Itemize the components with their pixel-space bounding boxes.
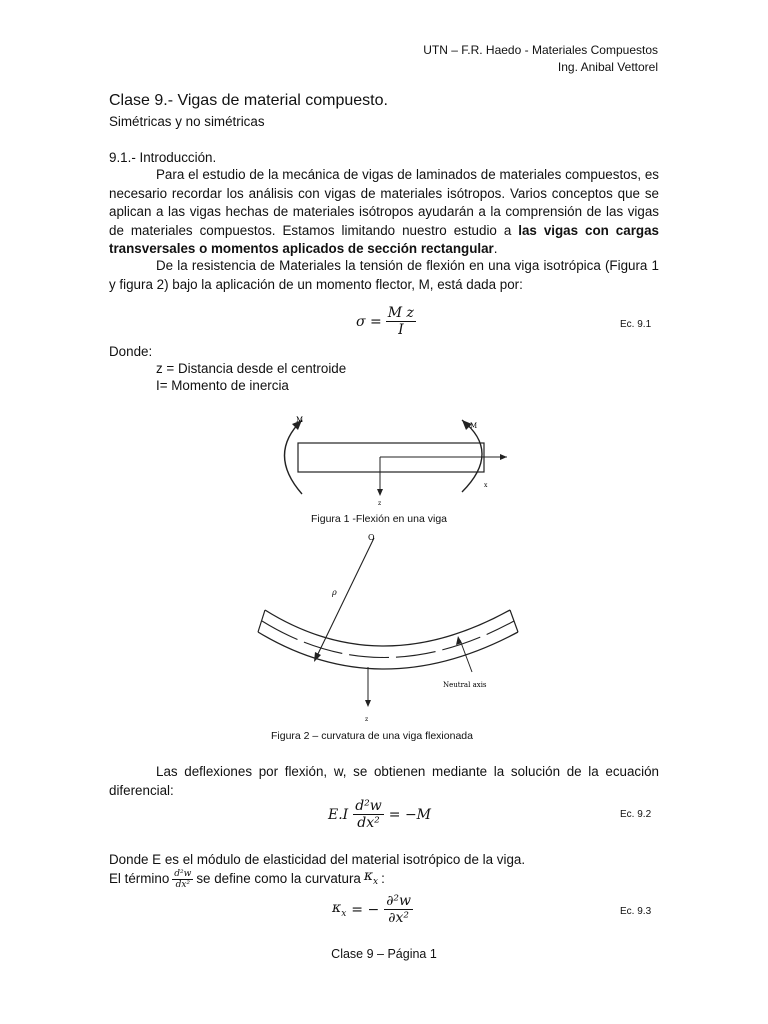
curvature-text-c: : bbox=[381, 870, 385, 886]
equation-9-1 bbox=[356, 305, 416, 338]
label-rho: ρ bbox=[332, 588, 337, 597]
eq3-numerator: ∂²w bbox=[386, 893, 412, 909]
z-axis-arrowhead bbox=[377, 489, 383, 496]
curvature-sentence bbox=[109, 867, 385, 891]
deflection-paragraph: Las deflexiones por flexión, w, se obtienen mediante la solución de la ecuación diferencial: bbox=[109, 764, 659, 798]
curvature-text-b: se define como la curvatura bbox=[196, 870, 361, 886]
label-o: O bbox=[368, 533, 375, 542]
eq2-rhs: = −M bbox=[388, 806, 432, 823]
definition-z: z = Distancia desde el centroide bbox=[156, 361, 347, 376]
label-m-right: M bbox=[470, 422, 478, 430]
radius-arrowhead bbox=[314, 652, 321, 662]
modulus-sentence: Donde E es el módulo de elasticidad del material isotrópico de la viga. bbox=[109, 852, 526, 867]
eq3-mid: = − bbox=[351, 901, 380, 918]
beam-left-end bbox=[258, 610, 265, 632]
section-heading: 9.1.- Introducción. bbox=[109, 150, 217, 165]
eq1-denominator: I bbox=[398, 322, 404, 338]
label-x: x bbox=[484, 482, 488, 489]
beam-top-edge bbox=[265, 610, 510, 646]
eq3-lhs: $\kappa_x$ bbox=[332, 900, 347, 919]
curvature-text-a: El término bbox=[109, 870, 170, 886]
kappa-symbol: $\kappa_x$ bbox=[363, 868, 379, 887]
equation-9-3 bbox=[332, 893, 413, 926]
equation-label-9-1: Ec. 9.1 bbox=[620, 319, 652, 330]
stress-paragraph: De la resistencia de Materiales la tensión de flexión en una viga isotrópica (Figura 1 y figura 2) bajo la aplicación de un momento flector, M, está dada por: bbox=[109, 258, 659, 292]
eq2-numerator: d²w bbox=[355, 798, 382, 814]
page-footer: Clase 9 – Página 1 bbox=[331, 947, 437, 961]
intro-end: . bbox=[493, 241, 498, 256]
eq3-denominator: ∂x² bbox=[388, 910, 409, 926]
label-z-fig1: z bbox=[378, 500, 382, 507]
equation-9-2 bbox=[328, 798, 431, 831]
eq2-lhs: E.I bbox=[328, 806, 349, 823]
label-m-left: M bbox=[296, 416, 304, 424]
eq2-denominator: dx² bbox=[357, 815, 380, 831]
equation-label-9-2: Ec. 9.2 bbox=[620, 809, 652, 820]
eq1-lhs: σ = bbox=[356, 313, 382, 330]
equation-label-9-3: Ec. 9.3 bbox=[620, 906, 652, 917]
figure-2-curved-beam bbox=[240, 532, 530, 727]
moment-arrow-right bbox=[462, 420, 482, 492]
page-subtitle: Simétricas y no simétricas bbox=[109, 114, 265, 129]
inline-frac-denominator: dx² bbox=[175, 879, 191, 890]
eq1-numerator: M z bbox=[387, 305, 414, 321]
definition-i: I= Momento de inercia bbox=[156, 378, 289, 393]
intro-text: Para el estudio de la mecánica de vigas de laminados de materiales compuestos, es necesario recordar los análisis con vigas de materiales isótropos. Varios conceptos que se aplican a las vigas hechas de materiales isótropos ayudarán a la comprensión de las vigas de materiales compuestos. Estamos limitando nuestro estudio a bbox=[109, 167, 659, 238]
inline-frac-numerator: d²w bbox=[174, 868, 192, 879]
header-author: Ing. Anibal Vettorel bbox=[557, 60, 658, 74]
figure-1-caption: Figura 1 -Flexión en una viga bbox=[311, 513, 447, 525]
page-title: Clase 9.- Vigas de material compuesto. bbox=[109, 92, 388, 109]
moment-arrow-left bbox=[285, 420, 303, 494]
radius-line bbox=[316, 538, 374, 658]
header-course: UTN – F.R. Haedo - Materiales Compuestos bbox=[423, 43, 658, 57]
figure-1-beam-bending bbox=[262, 412, 512, 512]
intro-bold-text: las vigas con cargas transversales o momentos aplicados de sección rectangular bbox=[109, 222, 659, 256]
intro-paragraph bbox=[109, 166, 659, 259]
label-z-fig2: z bbox=[365, 716, 369, 723]
label-neutral-axis: Neutral axis bbox=[443, 681, 487, 689]
z-axis-arrowhead-fig2 bbox=[365, 700, 371, 707]
donde-label: Donde: bbox=[109, 344, 153, 359]
x-axis-arrowhead bbox=[500, 454, 507, 460]
figure-2-caption: Figura 2 – curvatura de una viga flexionada bbox=[271, 730, 473, 742]
